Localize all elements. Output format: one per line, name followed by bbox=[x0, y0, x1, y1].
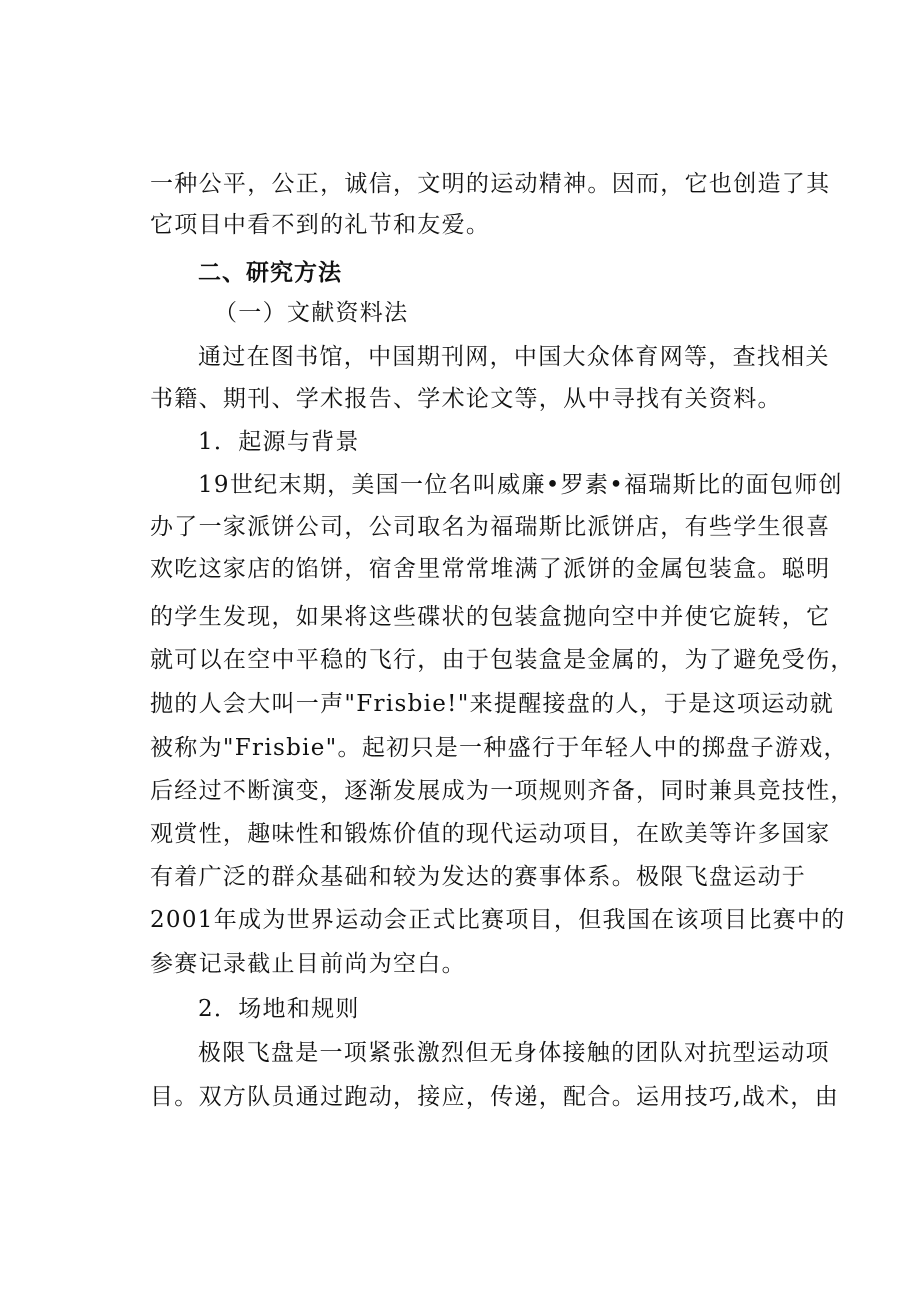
item2-heading: 2．场地和规则 bbox=[198, 996, 360, 1022]
item1-paragraph-line-6: 抛的人会大叫一声"Frisbie!"来提醒接盘的人，于是这项运动就 bbox=[150, 691, 835, 717]
intro-paragraph-line-2: 它项目中看不到的礼节和友爱。 bbox=[150, 212, 491, 238]
item1-heading: 1．起源与背景 bbox=[198, 429, 360, 455]
item1-paragraph-line-11: 2001年成为世界运动会正式比赛项目，但我国在该项目比赛中的 bbox=[150, 907, 846, 933]
item1-paragraph-line-1: 19世纪末期，美国一位名叫威廉•罗素•福瑞斯比的面包师创 bbox=[198, 472, 843, 498]
item1-paragraph-line-7: 被称为"Frisbie"。起初只是一种盛行于年轻人中的掷盘子游戏， bbox=[150, 735, 848, 761]
method-paragraph-line-1: 通过在图书馆，中国期刊网，中国大众体育网等，查找相关 bbox=[198, 344, 830, 370]
item2-paragraph-line-2: 目。双方队员通过跑动，接应，传递，配合。运用技巧,战术，由 bbox=[150, 1084, 840, 1110]
item1-paragraph-line-12: 参赛记录截止目前尚为空白。 bbox=[150, 951, 466, 977]
item1-paragraph-line-2: 办了一家派饼公司，公司取名为福瑞斯比派饼店，有些学生很喜 bbox=[150, 514, 831, 540]
item1-paragraph-line-4: 的学生发现，如果将这些碟状的包装盒抛向空中并使它旋转，它 bbox=[150, 604, 831, 630]
item1-paragraph-line-9: 观赏性，趣味性和锻炼价值的现代运动项目，在欧美等许多国家 bbox=[150, 821, 831, 847]
item2-paragraph-line-1: 极限飞盘是一项紧张激烈但无身体接触的团队对抗型运动项 bbox=[198, 1040, 830, 1066]
method-paragraph-line-2: 书籍、期刊、学术报告、学术论文等，从中寻找有关资料。 bbox=[150, 386, 782, 412]
item1-paragraph-line-10: 有着广泛的群众基础和较为发达的赛事体系。极限飞盘运动于 bbox=[150, 864, 807, 890]
item1-paragraph-line-8: 后经过不断演变，逐渐发展成为一项规则齐备，同时兼具竞技性， bbox=[150, 778, 855, 804]
item1-paragraph-line-3: 欢吃这家店的馅饼，宿舍里常常堆满了派饼的金属包装盒。聪明 bbox=[150, 556, 831, 582]
intro-paragraph-line-1: 一种公平，公正，诚信，文明的运动精神。因而，它也创造了其 bbox=[150, 171, 831, 197]
subsection-heading: （一）文献资料法 bbox=[214, 300, 409, 326]
section-heading: 二、研究方法 bbox=[198, 260, 342, 286]
item1-paragraph-line-5: 就可以在空中平稳的飞行，由于包装盒是金属的，为了避免受伤， bbox=[150, 647, 855, 673]
